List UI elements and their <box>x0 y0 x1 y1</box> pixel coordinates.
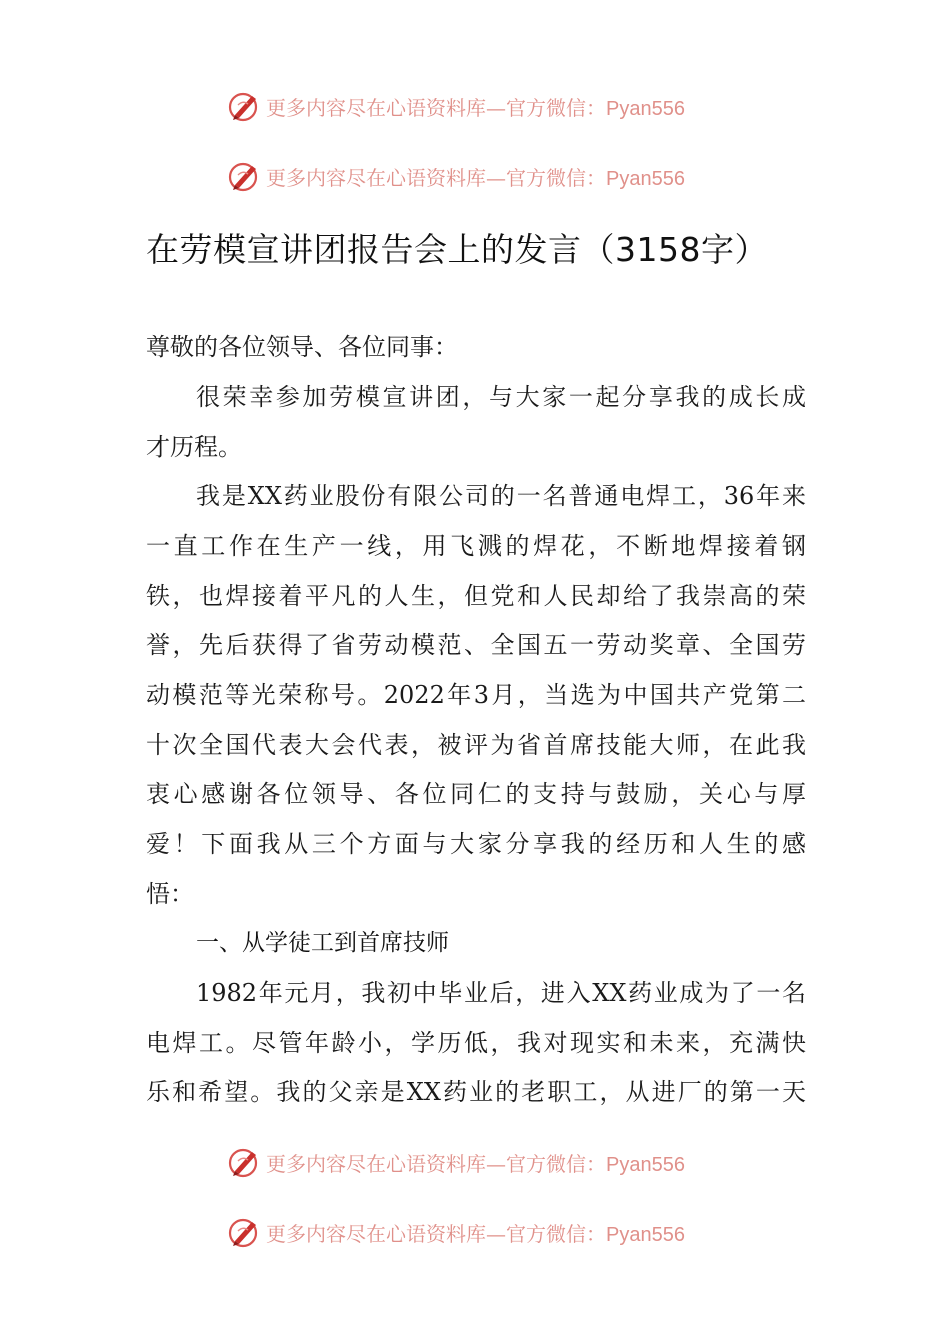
paragraph-line: 很荣幸参加劳模宣讲团，与大家一起分享我的成长成 <box>196 383 806 411</box>
watermark-banner <box>226 86 726 126</box>
watermark-text: 更多内容尽在心语资料库—官方微信：Pyan556 <box>266 1221 685 1246</box>
paragraph-line: 一直工作在生产一线，用飞溅的焊花，不断地焊接着钢 <box>146 532 806 560</box>
watermark-banner <box>226 1212 726 1252</box>
document-title: 在劳模宣讲团报告会上的发言（3158字） <box>146 230 768 269</box>
watermark-banner <box>226 156 726 196</box>
paragraph-line: 电焊工。尽管年龄小，学历低，我对现实和未来，充满快 <box>146 1029 806 1057</box>
paragraph-line: 动模范等光荣称号。2022年3月，当选为中国共产党第二 <box>146 681 806 709</box>
watermark-text: 更多内容尽在心语资料库—官方微信：Pyan556 <box>266 165 685 190</box>
paragraph-line: 衷心感谢各位领导、各位同仁的支持与鼓励，关心与厚 <box>146 780 806 808</box>
paragraph-line: 十次全国代表大会代表，被评为省首席技能大师，在此我 <box>146 731 806 759</box>
watermark-text: 更多内容尽在心语资料库—官方微信：Pyan556 <box>266 95 685 120</box>
pen-circle-logo-icon <box>226 88 262 124</box>
paragraph-line: 我是XX药业股份有限公司的一名普通电焊工，36年来 <box>196 482 806 510</box>
wechat-id: Pyan556 <box>606 167 685 190</box>
wechat-id: Pyan556 <box>606 97 685 120</box>
pen-circle-logo-icon <box>226 158 262 194</box>
wechat-id: Pyan556 <box>606 1153 685 1176</box>
paragraph-line: 誉，先后获得了省劳动模范、全国五一劳动奖章、全国劳 <box>146 631 806 659</box>
section-heading: 一、从学徒工到首席技师 <box>196 930 449 956</box>
wechat-id: Pyan556 <box>606 1223 685 1246</box>
watermark-banner <box>226 1142 726 1182</box>
paragraph-line: 才历程。 <box>146 433 242 461</box>
paragraph-line: 悟： <box>146 880 194 908</box>
paragraph-line: 爱！下面我从三个方面与大家分享我的经历和人生的感 <box>146 830 806 858</box>
pen-circle-logo-icon <box>226 1144 262 1180</box>
paragraph-line: 1982年元月，我初中毕业后，进入XX药业成为了一名 <box>196 979 806 1007</box>
paragraph-line: 铁，也焊接着平凡的人生，但党和人民却给了我崇高的荣 <box>146 582 806 610</box>
pen-circle-logo-icon <box>226 1214 262 1250</box>
paragraph-line: 乐和希望。我的父亲是XX药业的老职工，从进厂的第一天 <box>146 1078 806 1106</box>
greeting-line: 尊敬的各位领导、各位同事： <box>146 333 458 361</box>
watermark-text: 更多内容尽在心语资料库—官方微信：Pyan556 <box>266 1151 685 1176</box>
